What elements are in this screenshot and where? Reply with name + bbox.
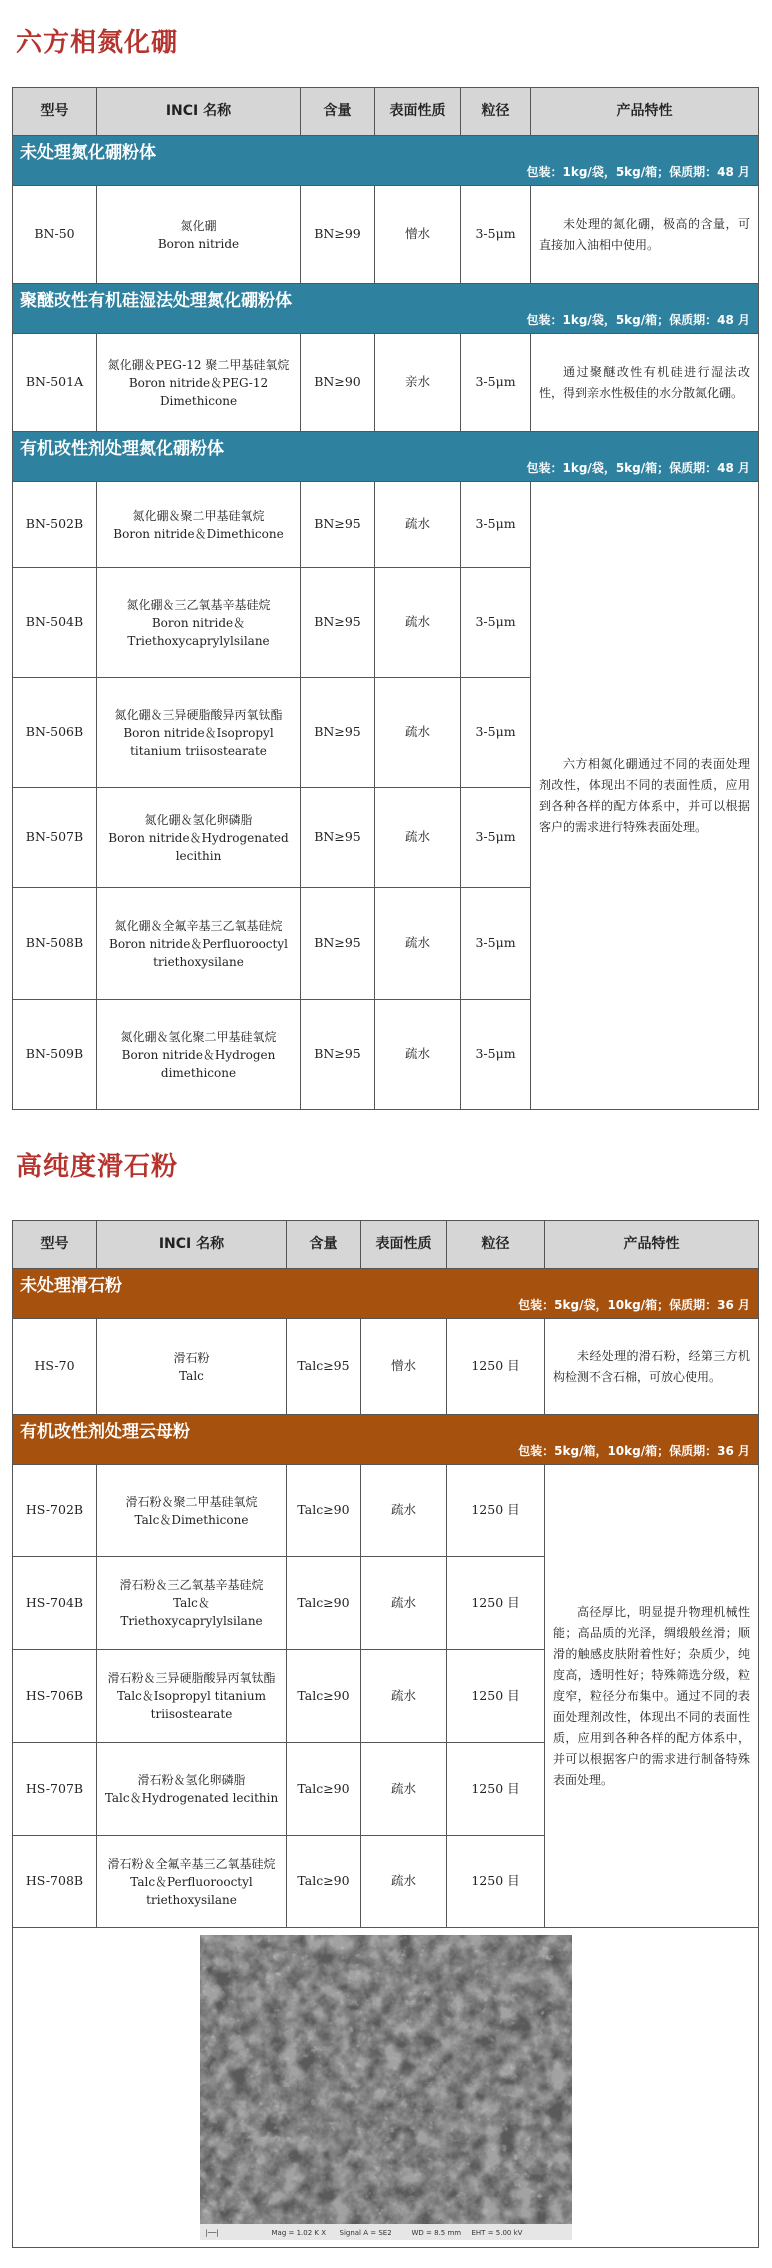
section-bar [13,284,759,334]
model-cell: HS-702B [13,1465,97,1557]
content-cell: Talc≥90 [287,1465,361,1557]
sem-micrograph [200,1935,572,2240]
packaging-info: 包装：5kg/袋，10kg/箱；保质期：36 月 [518,1297,750,1312]
section-bar [13,432,759,482]
size-cell: 1250 目 [447,1557,545,1650]
inci-cn: 滑石粉 [173,1350,210,1365]
section-bar [13,136,759,186]
inci-cn: 滑石粉＆全氟辛基三乙氧基硅烷 [107,1856,276,1871]
size-cell: 3-5μm [461,888,531,1000]
model-cell: BN-502B [13,482,97,568]
table-row [13,1465,759,1557]
size-cell: 1250 目 [447,1319,545,1415]
surface-cell: 疏水 [375,1000,461,1110]
content-cell: Talc≥90 [287,1743,361,1836]
sem-texture [200,1935,572,2224]
section-name: 有机改性剂处理云母粉 [20,1422,190,1442]
model-cell: HS-708B [13,1836,97,1928]
col-content: 含量 [287,1221,361,1269]
col-inci: INCI 名称 [97,1221,287,1269]
inci-cell [97,568,301,678]
model-cell: BN-504B [13,568,97,678]
inci-cn: 氮化硼＆三异硬脂酸异丙氧钛酯 [114,707,283,722]
inci-cn: 滑石粉＆三乙氧基辛基硅烷 [119,1578,264,1592]
packaging-info: 包装：5kg/箱，10kg/箱；保质期：36 月 [518,1443,750,1458]
size-cell: 1250 目 [447,1465,545,1557]
inci-en: Talc＆Perfluorooctyl triethoxysilane [130,1874,253,1907]
talc-header-row [13,1221,759,1269]
content-cell: Talc≥90 [287,1650,361,1743]
col-inci: INCI 名称 [97,88,301,136]
section-bar [13,1415,759,1465]
packaging-info: 包装：1kg/袋，5kg/箱；保质期：48 月 [526,164,750,179]
sem-mag: Mag = 1.02 K X [271,2229,327,2237]
content-cell: BN≥95 [301,1000,375,1110]
inci-en: Boron nitride＆Hydrogen dimethicone [121,1047,276,1080]
section-bar [13,1269,759,1319]
bn-table [12,87,759,1110]
inci-cn: 滑石粉＆聚二甲基硅氧烷 [125,1494,258,1509]
model-cell: BN-50 [13,186,97,284]
model-cell: BN-506B [13,678,97,788]
talc-title: 高纯度滑石粉 [16,1152,179,1182]
content-cell: BN≥99 [301,186,375,284]
model-cell: HS-706B [13,1650,97,1743]
model-cell: BN-507B [13,788,97,888]
scale-bar: |──| [205,2229,219,2237]
inci-cell [97,1000,301,1110]
surface-cell: 疏水 [361,1743,447,1836]
surface-cell: 疏水 [375,788,461,888]
inci-en: Boron nitride＆Isopropyl titanium triisostearate [123,725,274,758]
inci-cn: 氮化硼＆PEG-12 聚二甲基硅氧烷 [107,357,290,372]
content-cell: BN≥95 [301,888,375,1000]
section-name: 未处理滑石粉 [20,1276,122,1296]
content-cell: Talc≥90 [287,1557,361,1650]
size-cell: 1250 目 [447,1743,545,1836]
inci-cn: 氮化硼 [180,218,217,233]
col-feature: 产品特性 [531,88,759,136]
sem-image-row [13,1928,759,2248]
surface-cell: 疏水 [361,1465,447,1557]
model-cell: BN-501A [13,334,97,432]
size-cell: 3-5μm [461,1000,531,1110]
size-cell: 3-5μm [461,482,531,568]
feature-cell: 未经处理的滑石粉，经第三方机构检测不含石棉，可放心使用。 [545,1319,759,1415]
inci-en: Talc＆Dimethicone [134,1512,249,1527]
inci-cell [97,1465,287,1557]
content-cell: Talc≥95 [287,1319,361,1415]
inci-cn: 氮化硼＆全氟辛基三乙氧基硅烷 [114,918,283,933]
size-cell: 1250 目 [447,1836,545,1928]
model-cell: HS-707B [13,1743,97,1836]
inci-en: Talc＆Isopropyl titanium triisostearate [117,1689,266,1721]
col-feature: 产品特性 [545,1221,759,1269]
inci-cell [97,186,301,284]
inci-cn: 滑石粉＆三异硬脂酸异丙氧钛酯 [107,1671,276,1685]
surface-cell: 疏水 [361,1836,447,1928]
sem-info-bar [200,2224,572,2240]
inci-cell [97,788,301,888]
model-cell: HS-70 [13,1319,97,1415]
surface-cell: 疏水 [375,888,461,1000]
talc-table [12,1220,759,2248]
size-cell: 1250 目 [447,1650,545,1743]
bn-title: 六方相氮化硼 [16,28,179,58]
surface-cell: 疏水 [375,678,461,788]
feature-cell: 未处理的氮化硼，极高的含量，可直接加入油相中使用。 [531,186,759,284]
section-name: 未处理氮化硼粉体 [20,143,156,163]
inci-cell [97,1319,287,1415]
inci-en: Boron nitride＆Hydrogenated lecithin [108,830,289,863]
inci-cell [97,482,301,568]
inci-en: Boron nitride＆ Triethoxycaprylylsilane [127,615,270,648]
size-cell: 3-5μm [461,334,531,432]
inci-cell [97,1650,287,1743]
inci-cell [97,1836,287,1928]
model-cell: BN-508B [13,888,97,1000]
inci-cell [97,1743,287,1836]
feature-cell: 通过聚醚改性有机硅进行湿法改性，得到亲水性极佳的水分散氮化硼。 [531,334,759,432]
sem-wd: WD = 8.5 mm [411,2229,462,2237]
inci-en: Talc＆Triethoxycaprylylsilane [120,1596,263,1628]
content-cell: BN≥95 [301,568,375,678]
model-cell: BN-509B [13,1000,97,1110]
table-row [13,1319,759,1415]
inci-cn: 氮化硼＆氢化卵磷脂 [144,812,253,827]
inci-en: Talc＆Hydrogenated lecithin [104,1791,279,1805]
bn-header-row [13,88,759,136]
table-row [13,186,759,284]
content-cell: BN≥95 [301,788,375,888]
surface-cell: 疏水 [361,1650,447,1743]
col-size: 粒径 [447,1221,545,1269]
inci-cell [97,334,301,432]
col-model: 型号 [13,1221,97,1269]
surface-cell: 憎水 [361,1319,447,1415]
content-cell: BN≥90 [301,334,375,432]
inci-en: Boron nitride＆Dimethicone [113,526,284,541]
col-content: 含量 [301,88,375,136]
inci-en: Talc [179,1368,204,1383]
surface-cell: 亲水 [375,334,461,432]
size-cell: 3-5μm [461,788,531,888]
section-name: 有机改性剂处理氮化硼粉体 [20,439,224,459]
size-cell: 3-5μm [461,186,531,284]
content-cell: Talc≥90 [287,1836,361,1928]
inci-cn: 滑石粉＆氢化卵磷脂 [137,1773,246,1787]
size-cell: 3-5μm [461,678,531,788]
inci-cell [97,1557,287,1650]
inci-cn: 氮化硼＆三乙氧基辛基硅烷 [126,597,271,612]
inci-en: Boron nitride＆Perfluorooctyl triethoxysilane [109,936,288,969]
col-size: 粒径 [461,88,531,136]
inci-cell [97,678,301,788]
content-cell: BN≥95 [301,678,375,788]
col-model: 型号 [13,88,97,136]
inci-en: Boron nitride [157,236,240,251]
surface-cell: 疏水 [361,1557,447,1650]
table-row [13,482,759,568]
packaging-info: 包装：1kg/袋，5kg/箱；保质期：48 月 [526,312,750,327]
content-cell: BN≥95 [301,482,375,568]
model-cell: HS-704B [13,1557,97,1650]
section-name: 聚醚改性有机硅湿法处理氮化硼粉体 [20,291,292,311]
feature-cell: 六方相氮化硼通过不同的表面处理剂改性，体现出不同的表面性质，应用到各种各样的配方体系中，并可以根据客户的需求进行特殊表面处理。 [531,482,759,1110]
sem-eht: EHT = 5.00 kV [471,2229,523,2237]
table-row [13,334,759,432]
sem-signal: Signal A = SE2 [339,2229,392,2237]
surface-cell: 疏水 [375,568,461,678]
inci-en: Boron nitride＆PEG-12 Dimethicone [128,375,269,408]
surface-cell: 憎水 [375,186,461,284]
inci-cn: 氮化硼＆聚二甲基硅氧烷 [132,508,265,523]
inci-cn: 氮化硼＆氢化聚二甲基硅氧烷 [120,1029,277,1044]
inci-cell [97,888,301,1000]
surface-cell: 疏水 [375,482,461,568]
col-surface: 表面性质 [361,1221,447,1269]
col-surface: 表面性质 [375,88,461,136]
packaging-info: 包装：1kg/袋，5kg/箱；保质期：48 月 [526,460,750,475]
feature-cell: 高径厚比，明显提升物理机械性能；高品质的光泽，绸缎般丝滑；顺滑的触感皮肤附着性好；杂质少，纯度高，透明性好；特殊筛选分级，粒度窄，粒径分布集中。通过不同的表面处理剂改性，体现出不同的表面性质，应用到各种各样的配方体系中，并可以根据客户的需求进行制备特殊表面处理。 [545,1465,759,1928]
size-cell: 3-5μm [461,568,531,678]
